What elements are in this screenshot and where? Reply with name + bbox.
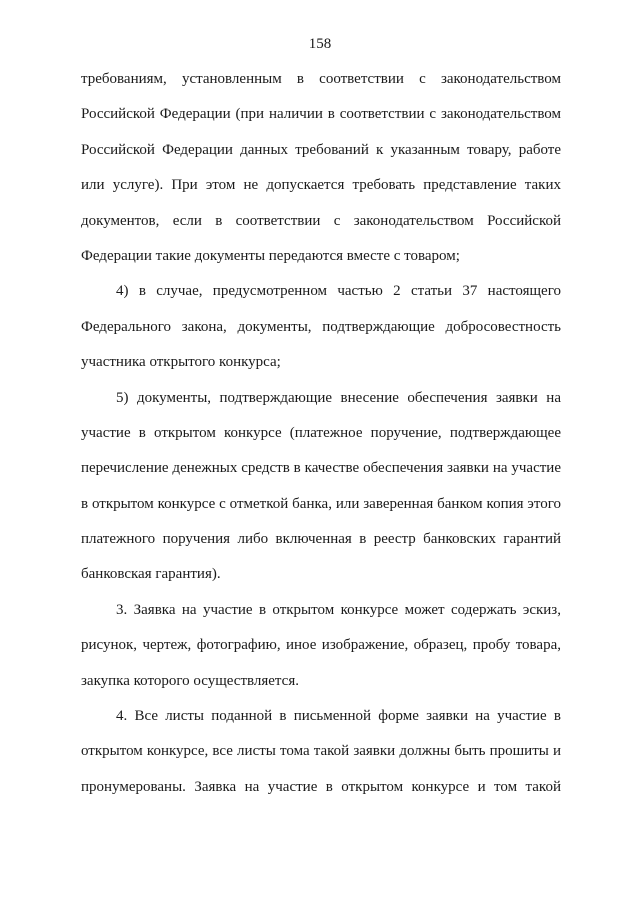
text-line: требованиям, установленным в соответствии с законодательством xyxy=(81,71,561,87)
text-line: Российской Федерации данных требований к указанным товару, работе xyxy=(81,141,561,158)
text-line: или услуге). При этом не допускается требовать представление таких xyxy=(81,177,561,194)
text-line: перечисление денежных средств в качестве обеспечения заявки на участие xyxy=(81,460,561,477)
page-number: 158 xyxy=(308,36,332,52)
text-line: 3. Заявка на участие в открытом конкурсе может содержать эскиз, xyxy=(116,601,561,618)
text-line: Федерального закона, документы, подтверждающие добросовестность xyxy=(81,318,561,335)
text-line: закупка которого осуществляется. xyxy=(81,672,299,689)
text-line: участника открытого конкурса; xyxy=(81,354,281,371)
text-line: пронумерованы. Заявка на участие в открытом конкурсе и том такой xyxy=(81,778,561,795)
text-line: 4. Все листы поданной в письменной форме заявки на участие в xyxy=(116,708,561,725)
text-line: открытом конкурсе, все листы тома такой заявки должны быть прошиты и xyxy=(81,743,561,760)
text-line: документов, если в соответствии с законодательством Российской xyxy=(81,212,561,229)
body-text xyxy=(81,68,561,811)
text-line: 5) документы, подтверждающие внесение обеспечения заявки на xyxy=(116,389,561,406)
text-line: рисунок, чертеж, фотографию, иное изображение, образец, пробу товара, xyxy=(81,637,561,654)
text-line: банковская гарантия). xyxy=(81,566,221,583)
text-line: 4) в случае, предусмотренном частью 2 статьи 37 настоящего xyxy=(116,283,561,300)
text-line: Российской Федерации (при наличии в соответствии с законодательством xyxy=(81,106,561,123)
text-line: в открытом конкурсе с отметкой банка, или заверенная банком копия этого xyxy=(81,495,561,512)
text-line: Федерации такие документы передаются вместе с товаром; xyxy=(81,247,460,264)
text-line: участие в открытом конкурсе (платежное поручение, подтверждающее xyxy=(81,424,561,441)
text-line: платежного поручения либо включенная в реестр банковских гарантий xyxy=(81,531,561,548)
